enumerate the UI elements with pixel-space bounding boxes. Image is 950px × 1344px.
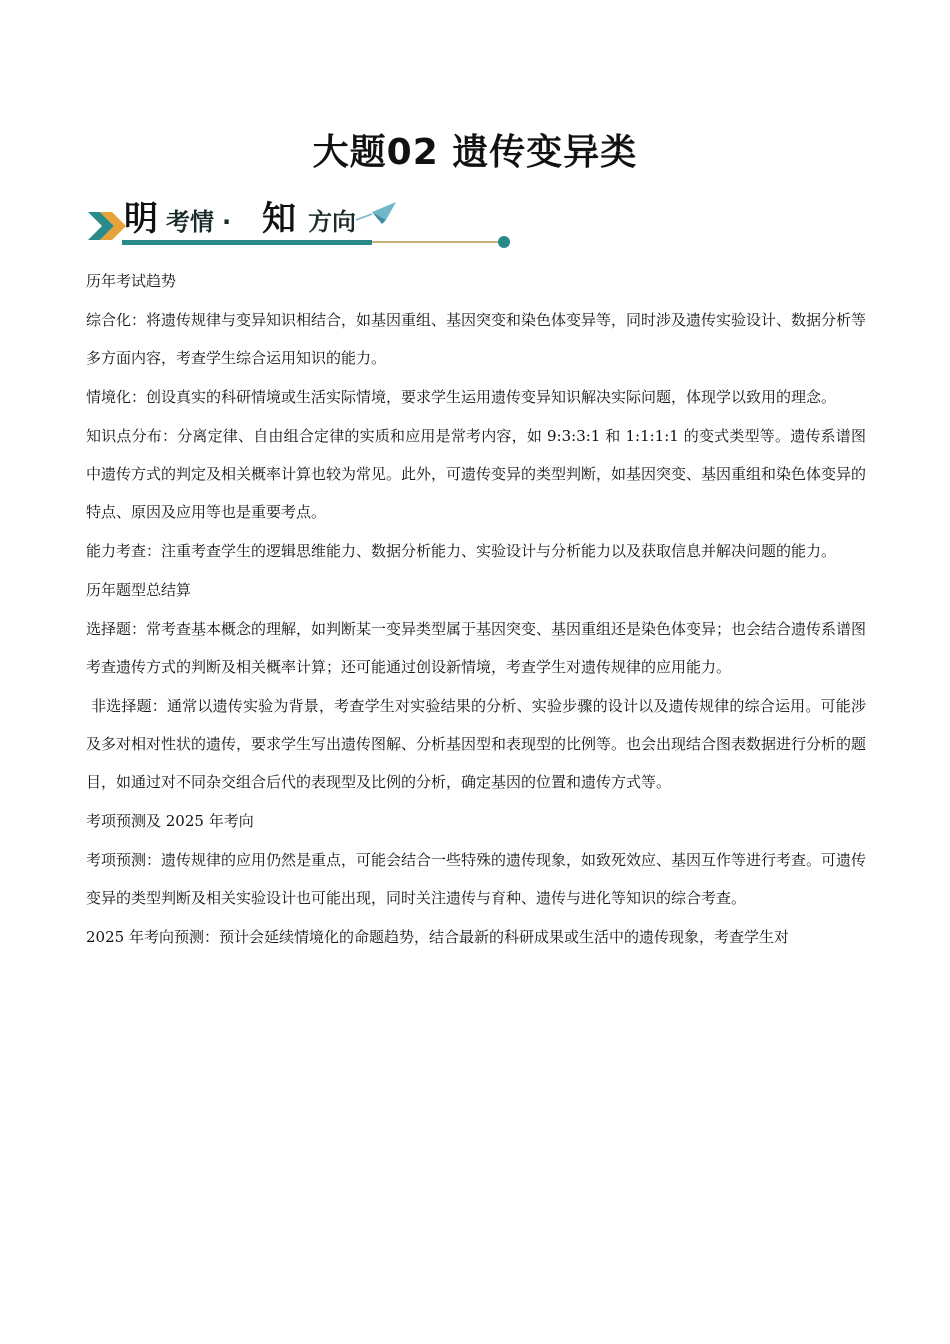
section-banner: [86, 190, 516, 260]
banner-char-2: 知: [262, 199, 296, 239]
banner-char-1: 明: [124, 199, 158, 239]
page-title: 大题02 遗传变异类: [312, 132, 638, 173]
section-heading-trends: 历年考试趋势: [86, 272, 177, 290]
paragraph: 非选择题：通常以遗传实验为背景，考查学生对实验结果的分析、实验步骤的设计以及遗传规律的综合运用。可能涉及多对相对性状的遗传，要求学生写出遗传图解、分析基因型和表现型的比例等。也会出现结合图表数据进行分析的题目，如通过对不同杂交组合后代的表现型及比例的分析，确定基因的位置和遗传方式等。: [86, 697, 867, 791]
paper-plane-icon: [356, 202, 396, 224]
banner-underline: [122, 240, 372, 245]
paragraph: 知识点分布：分离定律、自由组合定律的实质和应用是常考内容，如 9:3:3:1 和 1:1:1:1 的变式类型等。遗传系谱图中遗传方式的判定及相关概率计算也较为常见。此外，可遗传变异的类型判断，如基因突变、基因重组和染色体变异的特点、原因及应用等也是重要考点。: [86, 427, 867, 521]
banner-text-1: 考情: [166, 208, 214, 236]
section-heading-question-types: 历年题型总结算: [86, 581, 192, 599]
paragraph: 能力考查：注重考查学生的逻辑思维能力、数据分析能力、实验设计与分析能力以及获取信息并解决问题的能力。: [86, 542, 837, 560]
paragraph: 2025 年考向预测：预计会延续情境化的命题趋势，结合最新的科研成果或生活中的遗传现象，考查学生对: [86, 928, 789, 946]
banner-dot: ·: [222, 208, 232, 236]
paragraph: 综合化：将遗传规律与变异知识相结合，如基因重组、基因突变和染色体变异等，同时涉及遗传实验设计、数据分析等多方面内容，考查学生综合运用知识的能力。: [86, 311, 867, 367]
chevron-icon: [88, 212, 126, 240]
paragraph: 选择题：常考查基本概念的理解，如判断某一变异类型属于基因突变、基因重组还是染色体变异；也会结合遗传系谱图考查遗传方式的判断及相关概率计算；还可能通过创设新情境，考查学生对遗传规律的应用能力。: [86, 620, 867, 676]
paragraph: 情境化：创设真实的科研情境或生活实际情境，要求学生运用遗传变异知识解决实际问题，体现学以致用的理念。: [86, 388, 837, 406]
banner-text-2: 方向: [308, 208, 356, 236]
banner-end-dot: [498, 236, 510, 248]
section-heading-forecast: 考项预测及 2025 年考向: [86, 812, 254, 830]
paragraph: 考项预测：遗传规律的应用仍然是重点，可能会结合一些特殊的遗传现象，如致死效应、基因互作等进行考查。可遗传变异的类型判断及相关实验设计也可能出现，同时关注遗传与育种、遗传与进化等知识的综合考查。: [86, 851, 867, 907]
document-body: [86, 262, 866, 957]
